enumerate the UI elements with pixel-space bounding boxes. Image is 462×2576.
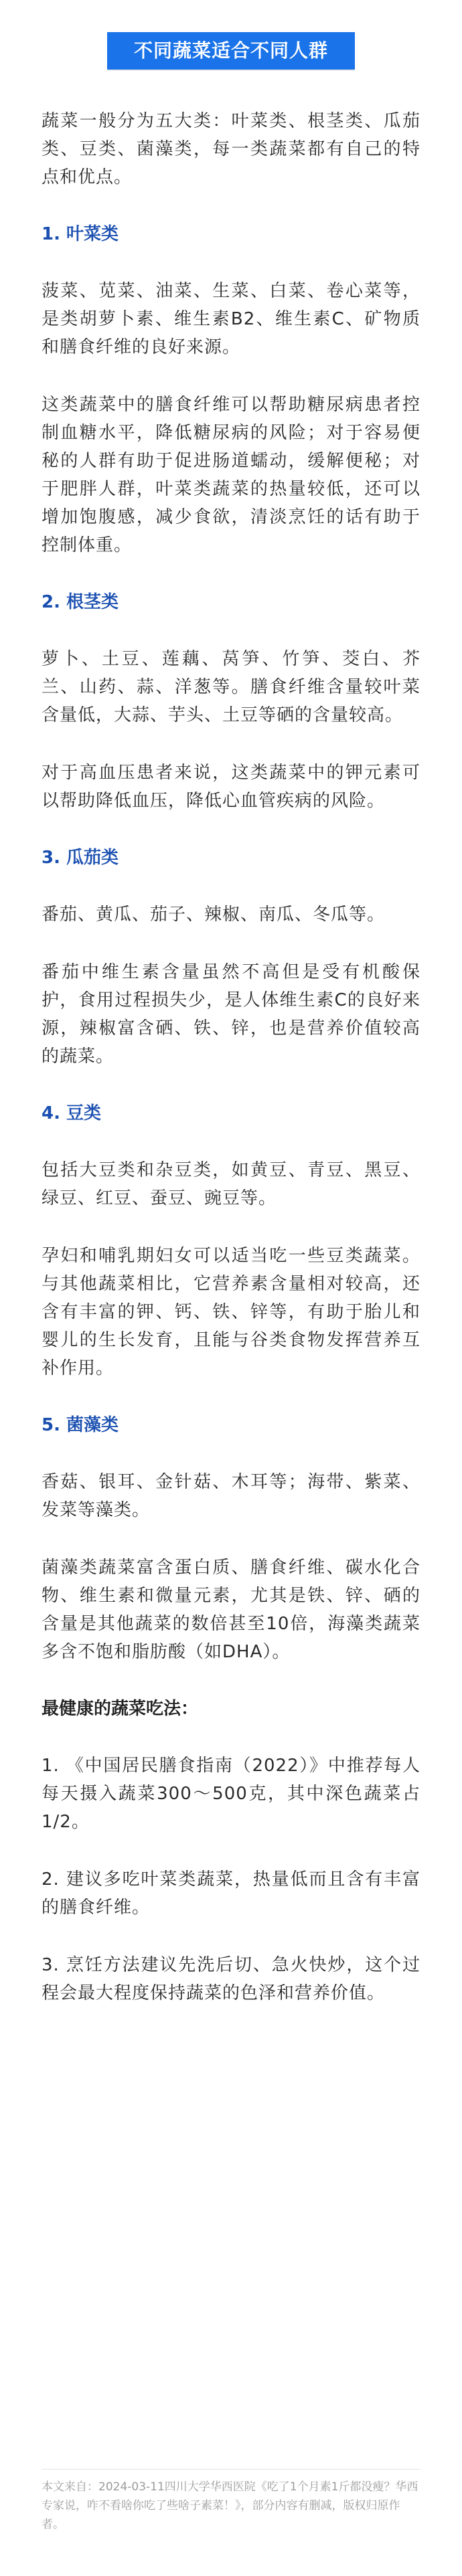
banner-title: 不同蔬菜适合不同人群	[107, 32, 355, 70]
section-paragraph: 对于高血压患者来说，这类蔬菜中的钾元素可以帮助降低血压，降低心血管疾病的风险。	[42, 763, 420, 811]
section-paragraph: 这类蔬菜中的膳食纤维可以帮助糖尿病患者控制血糖水平，降低糖尿病的风险；对于容易便秘的人群有助于促进肠道蠕动，缓解便秘；对于肥胖人群，叶菜类蔬菜的热量较低，还可以增加饱腹感，减少食欲，清淡烹饪的话有助于控制体重。	[42, 395, 420, 555]
section-paragraph: 孕妇和哺乳期妇女可以适当吃一些豆类蔬菜。与其他蔬菜相比，它营养素含量相对较高，还含有丰富的钾、钙、铁、锌等，有助于胎儿和婴儿的生长发育，且能与谷类食物发挥营养互补作用。	[42, 1246, 420, 1378]
intro-paragraph: 蔬菜一般分为五大类：叶菜类、根茎类、瓜茄类、豆类、菌藻类，每一类蔬菜都有自己的特点和优点。	[42, 111, 420, 187]
source-note: 本文来自：2024-03-11四川大学华西医院《吃了1个月素1斤都没瘦？华西专家说，咋不看啥你吃了些啥子素菜！》，部分内容有删减，版权归原作者。	[42, 2469, 420, 2534]
section-heading-beans: 4. 豆类	[42, 1103, 102, 1123]
section-heading-melon: 3. 瓜茄类	[42, 848, 119, 868]
banner-wrap	[0, 32, 462, 70]
healthy-eating-item: 3. 烹饪方法建议先洗后切、急火快炒，这个过程会最大程度保持蔬菜的色泽和营养价值。	[42, 1955, 420, 2003]
section-paragraph: 菌藻类蔬菜富含蛋白质、膳食纤维、碳水化合物、维生素和微量元素，尤其是铁、锌、硒的含量是其他蔬菜的数倍甚至10倍，海藻类蔬菜多含不饱和脂肪酸（如DHA）。	[42, 1558, 420, 1662]
healthy-eating-item: 2. 建议多吃叶菜类蔬菜，热量低而且含有丰富的膳食纤维。	[42, 1869, 420, 1918]
section-paragraph: 番茄、黄瓜、茄子、辣椒、南瓜、冬瓜等。	[42, 905, 386, 925]
section-heading-fungi: 5. 菌藻类	[42, 1415, 119, 1435]
article-content	[42, 107, 420, 2037]
section-paragraph: 包括大豆类和杂豆类，如黄豆、青豆、黑豆、绿豆、红豆、蚕豆、豌豆等。	[42, 1160, 420, 1208]
healthy-eating-item: 1. 《中国居民膳食指南（2022）》中推荐每人每天摄入蔬菜300～500克，其中深色蔬菜占1/2。	[42, 1756, 420, 1832]
section-paragraph: 番茄中维生素含量虽然不高但是受有机酸保护，食用过程损失少，是人体维生素C的良好来源，辣椒富含硒、铁、锌，也是营养价值较高的蔬菜。	[42, 962, 420, 1067]
section-paragraph: 香菇、银耳、金针菇、木耳等；海带、紫菜、发菜等藻类。	[42, 1472, 420, 1520]
section-paragraph: 菠菜、苋菜、油菜、生菜、白菜、卷心菜等，是类胡萝卜素、维生素B2、维生素C、矿物质和膳食纤维的良好来源。	[42, 281, 420, 357]
section-heading-root: 2. 根茎类	[42, 592, 119, 612]
section-paragraph: 萝卜、土豆、莲藕、莴笋、竹笋、茭白、芥兰、山药、蒜、洋葱等。膳食纤维含量较叶菜含量低，大蒜、芋头、土豆等硒的含量较高。	[42, 649, 420, 725]
healthy-eating-heading: 最健康的蔬菜吃法：	[42, 1699, 199, 1719]
section-heading-leafy: 1. 叶菜类	[42, 224, 119, 244]
